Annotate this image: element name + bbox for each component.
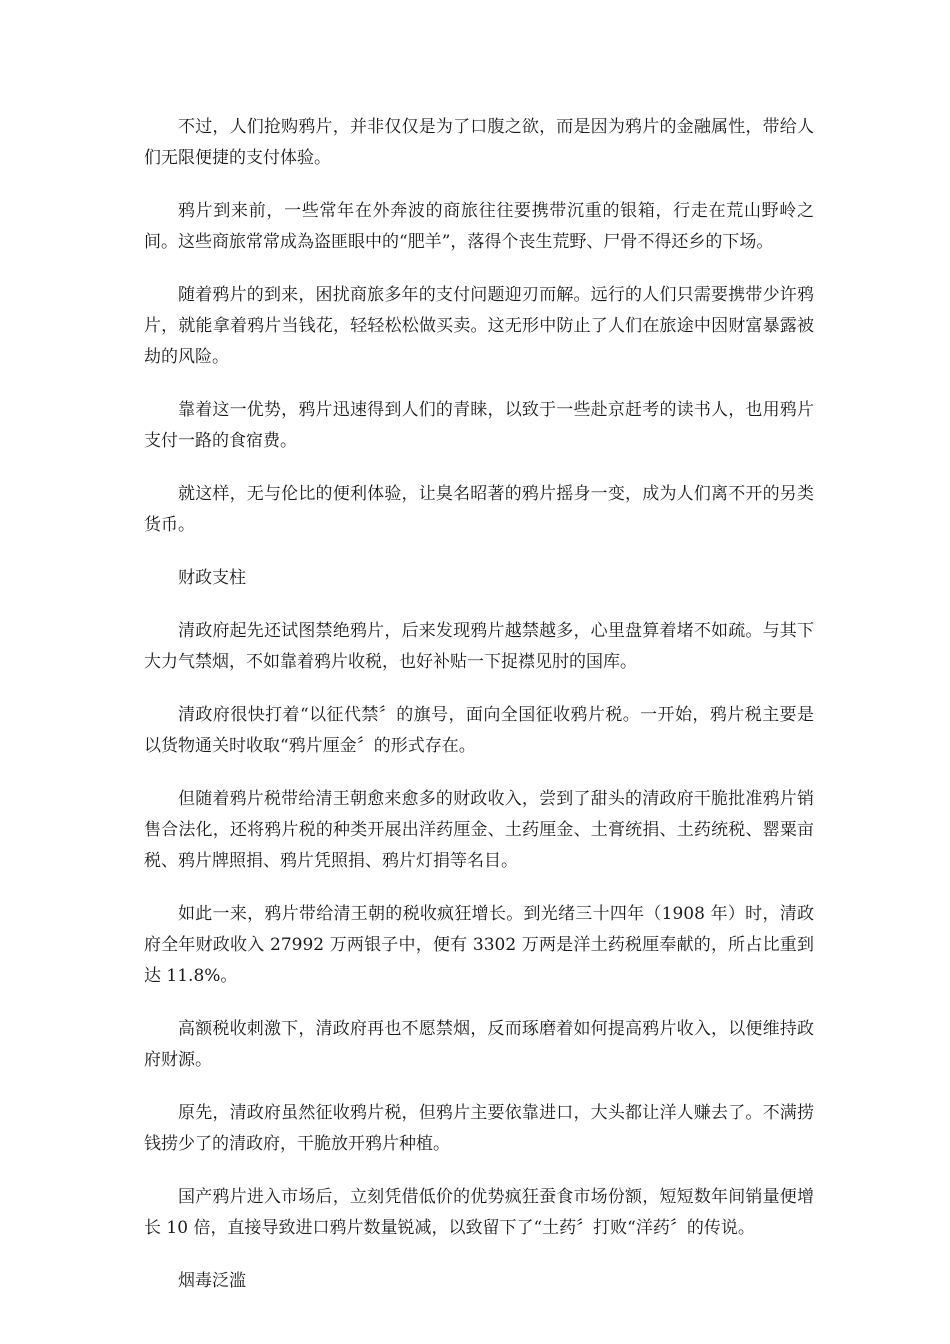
paragraph-tax-categories: 但随着鸦片税带给清王朝愈来愈多的财政收入，尝到了甜头的清政府干脆批准鸦片销售合法化，还将鸦片税的种类开展出洋药厘金、土药厘金、土膏统捐、土药统税、罂粟亩税、鸦片牌照捐、鸦片凭照捐、鸦片灯捐等名目。 [144, 789, 814, 871]
paragraph-domestic-opium: 国产鸦片进入市场后，立刻凭借低价的优势疯狂蚕食市场份额，短短数年间销量便增长 10 倍，直接导致进口鸦片数量锐减，以致留下了“土药〞打败“洋药〞的传说。 [144, 1187, 814, 1238]
paragraph-payment-solved: 随着鸦片的到来，困扰商旅多年的支付问题迎刃而解。远行的人们只需要携带少许鸦片，就能拿着鸦片当钱花，轻轻松松做买卖。这无形中防止了人们在旅途中因财富暴露被劫的风险。 [144, 285, 814, 367]
paragraph-open-cultivation: 原先，清政府虽然征收鸦片税，但鸦片主要依靠进口，大头都让洋人赚去了。不满捞钱捞少了的清政府，干脆放开鸦片种植。 [144, 1103, 814, 1154]
paragraph-scholars: 靠着这一优势，鸦片迅速得到人们的青睐，以致于一些赴京赶考的读书人，也用鸦片支付一路的食宿费。 [144, 400, 814, 451]
document-page [144, 112, 814, 1319]
paragraph-revenue-growth: 如此一来，鸦片带给清王朝的税收疯狂增长。到光绪三十四年（1908 年）时，清政府全年财政收入 27992 万两银子中，便有 3302 万两是洋土药税厘奉献的，所占比重到达 11.8%。 [144, 904, 814, 986]
paragraph-no-more-ban: 高额税收刺激下，清政府再也不愿禁烟，反而琢磨着如何提高鸦片收入，以便维持政府财源。 [144, 1019, 814, 1070]
paragraph-tax-instead-of-ban: 清政府起先还试图禁绝鸦片，后来发现鸦片越禁越多，心里盘算着堵不如疏。与其下大力气禁烟，不如靠着鸦片收税，也好补贴一下捉襟见肘的国库。 [144, 621, 814, 672]
section-heading-fiscal-pillar: 财政支柱 [178, 568, 246, 588]
section-heading-opium-spread: 烟毒泛滥 [178, 1271, 246, 1291]
paragraph-alternative-currency: 就这样，无与伦比的便利体验，让臭名昭著的鸦片摇身一变，成为人们离不开的另类货币。 [144, 484, 814, 535]
paragraph-levy-as-prohibition: 清政府很快打着“以征代禁〞的旗号，面向全国征收鸦片税。一开始，鸦片税主要是以货物通关时收取“鸦片厘金〞的形式存在。 [144, 705, 814, 756]
paragraph-payment-attribute: 不过，人们抢购鸦片，并非仅仅是为了口腹之欲，而是因为鸦片的金融属性，带给人们无限便捷的支付体验。 [144, 117, 814, 168]
paragraph-merchants-silver: 鸦片到来前，一些常年在外奔波的商旅往往要携带沉重的银箱，行走在荒山野岭之间。这些商旅常常成為盗匪眼中的“肥羊”，落得个丧生荒野、尸骨不得还乡的下场。 [144, 201, 814, 252]
